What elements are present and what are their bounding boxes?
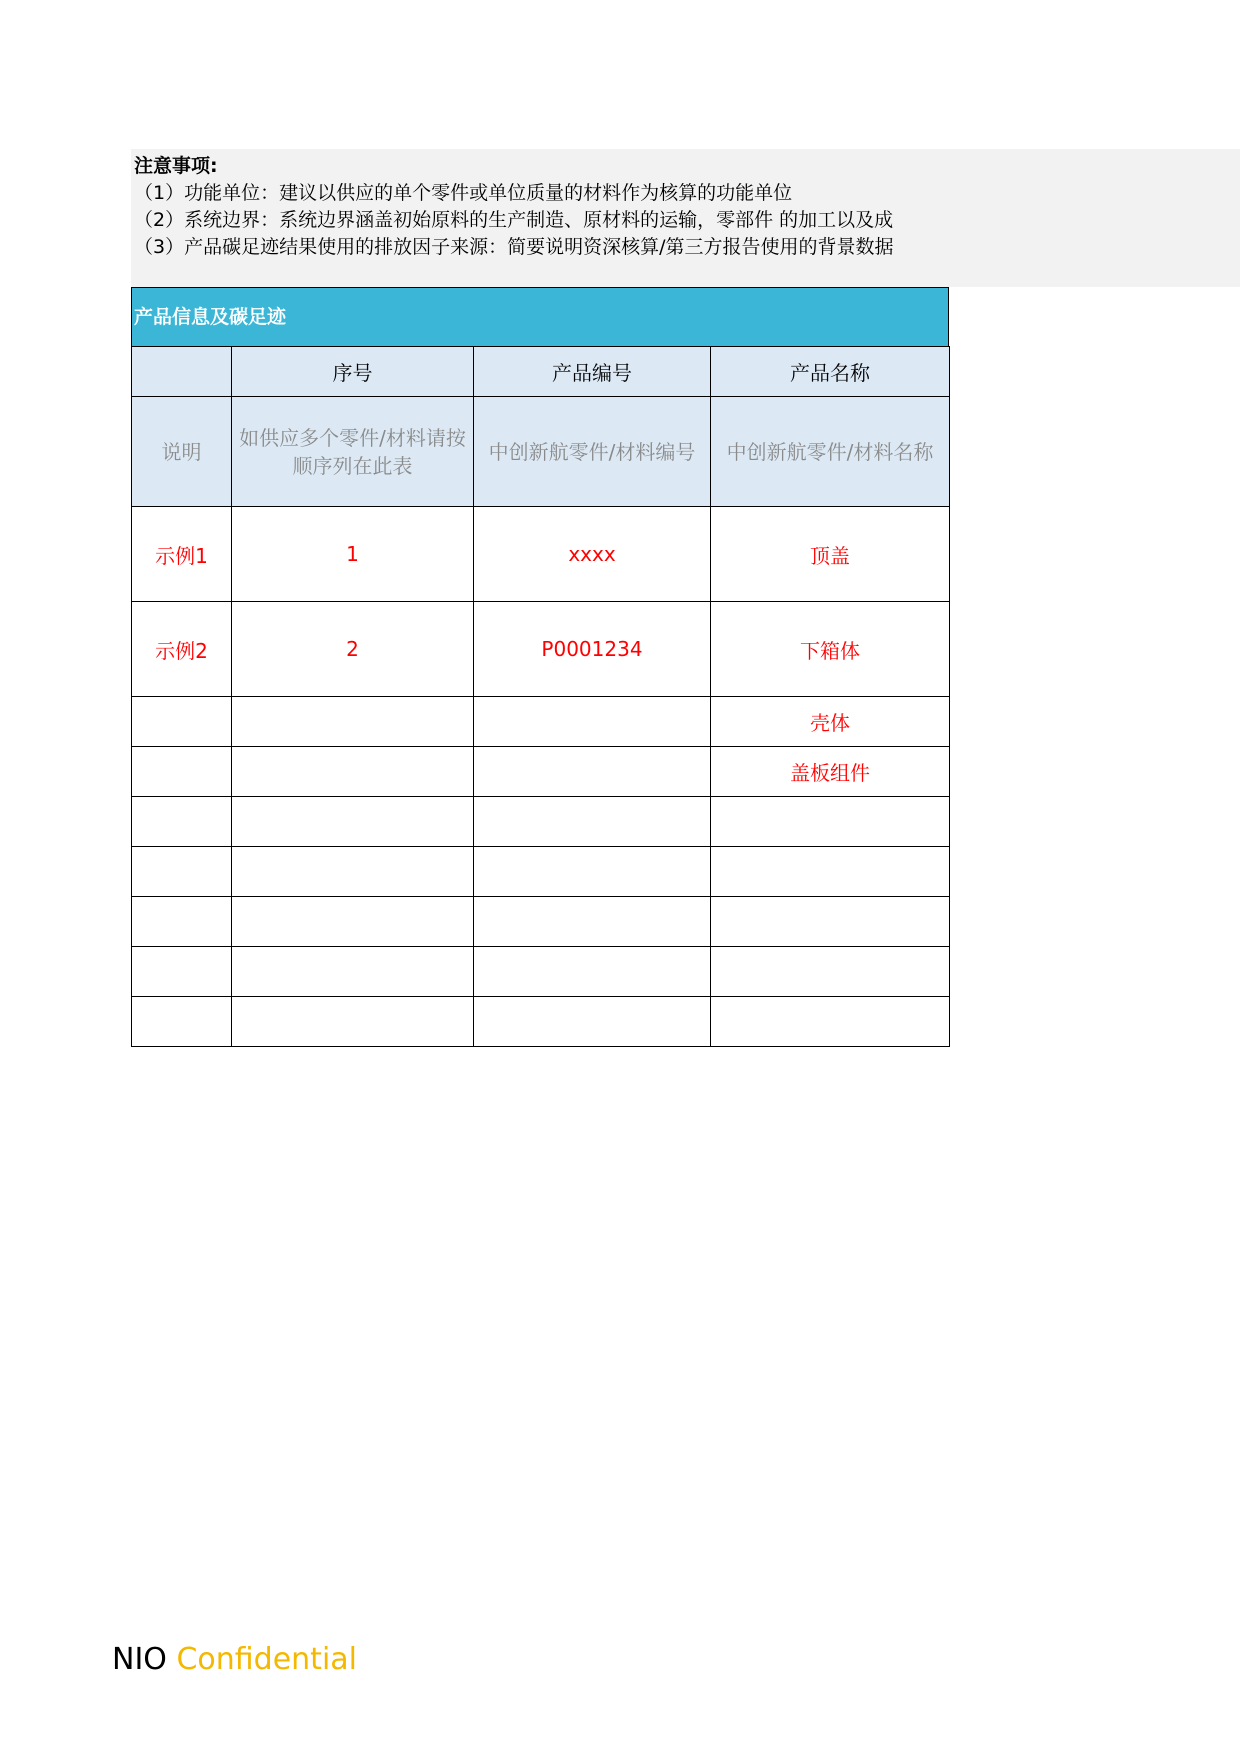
row-name-cell[interactable]: 壳体 (711, 697, 950, 747)
table-row (132, 947, 950, 997)
table-row (132, 507, 950, 602)
header-cell-seq: 序号 (232, 347, 474, 397)
row-name-cell[interactable]: 顶盖 (711, 507, 950, 602)
notes-title: 注意事项: (134, 155, 218, 177)
table-row (132, 997, 950, 1047)
row-name-cell[interactable] (711, 797, 950, 847)
row-code-cell[interactable] (474, 947, 711, 997)
table-row (132, 747, 950, 797)
notes-box (131, 149, 1240, 287)
desc-seq-cell: 如供应多个零件/材料请按顺序列在此表 (232, 397, 474, 507)
row-name-cell[interactable] (711, 997, 950, 1047)
row-label-cell[interactable] (132, 897, 232, 947)
row-code-cell[interactable]: xxxx (474, 507, 711, 602)
table-header-row (132, 347, 950, 397)
note-system-boundary: （2）系统边界：系统边界涵盖初始原料的生产制造、原材料的运输，零部件 的加工以及成 (134, 209, 894, 231)
row-label-cell[interactable] (132, 847, 232, 897)
row-code-cell[interactable] (474, 697, 711, 747)
row-label-cell[interactable] (132, 997, 232, 1047)
table-row (132, 797, 950, 847)
row-seq-cell[interactable] (232, 997, 474, 1047)
row-code-cell[interactable] (474, 997, 711, 1047)
row-seq-cell[interactable] (232, 697, 474, 747)
row-name-cell[interactable]: 下箱体 (711, 602, 950, 697)
confidential-footer (112, 1640, 357, 1680)
row-name-cell[interactable] (711, 847, 950, 897)
table-row (132, 847, 950, 897)
row-code-cell[interactable]: P0001234 (474, 602, 711, 697)
table-row (132, 697, 950, 747)
header-cell-blank (132, 347, 232, 397)
product-info-table (131, 346, 950, 1047)
row-code-cell[interactable] (474, 897, 711, 947)
row-name-cell[interactable] (711, 947, 950, 997)
row-seq-cell[interactable] (232, 847, 474, 897)
row-label-cell[interactable] (132, 797, 232, 847)
row-seq-cell[interactable] (232, 747, 474, 797)
row-label-cell[interactable]: 示例1 (132, 507, 232, 602)
row-label-cell[interactable] (132, 697, 232, 747)
desc-name-cell: 中创新航零件/材料名称 (711, 397, 950, 507)
row-label-cell[interactable] (132, 947, 232, 997)
row-label-cell[interactable]: 示例2 (132, 602, 232, 697)
note-functional-unit: （1）功能单位：建议以供应的单个零件或单位质量的材料作为核算的功能单位 (134, 182, 793, 204)
note-emission-factor-source: （3）产品碳足迹结果使用的排放因子来源：简要说明资深核算/第三方报告使用的背景数据 (134, 236, 894, 258)
row-label-cell[interactable] (132, 747, 232, 797)
header-cell-code: 产品编号 (474, 347, 711, 397)
row-seq-cell[interactable]: 2 (232, 602, 474, 697)
row-seq-cell[interactable] (232, 897, 474, 947)
row-code-cell[interactable] (474, 847, 711, 897)
header-cell-name: 产品名称 (711, 347, 950, 397)
row-code-cell[interactable] (474, 797, 711, 847)
table-row (132, 602, 950, 697)
table-row (132, 897, 950, 947)
row-name-cell[interactable] (711, 897, 950, 947)
desc-code-cell: 中创新航零件/材料编号 (474, 397, 711, 507)
desc-label-cell: 说明 (132, 397, 232, 507)
row-seq-cell[interactable] (232, 797, 474, 847)
section-title: 产品信息及碳足迹 (131, 287, 949, 346)
row-seq-cell[interactable]: 1 (232, 507, 474, 602)
description-row (132, 397, 950, 507)
footer-confidential: Confidential (176, 1642, 357, 1677)
row-name-cell[interactable]: 盖板组件 (711, 747, 950, 797)
footer-brand: NIO (112, 1642, 167, 1677)
row-code-cell[interactable] (474, 747, 711, 797)
row-seq-cell[interactable] (232, 947, 474, 997)
